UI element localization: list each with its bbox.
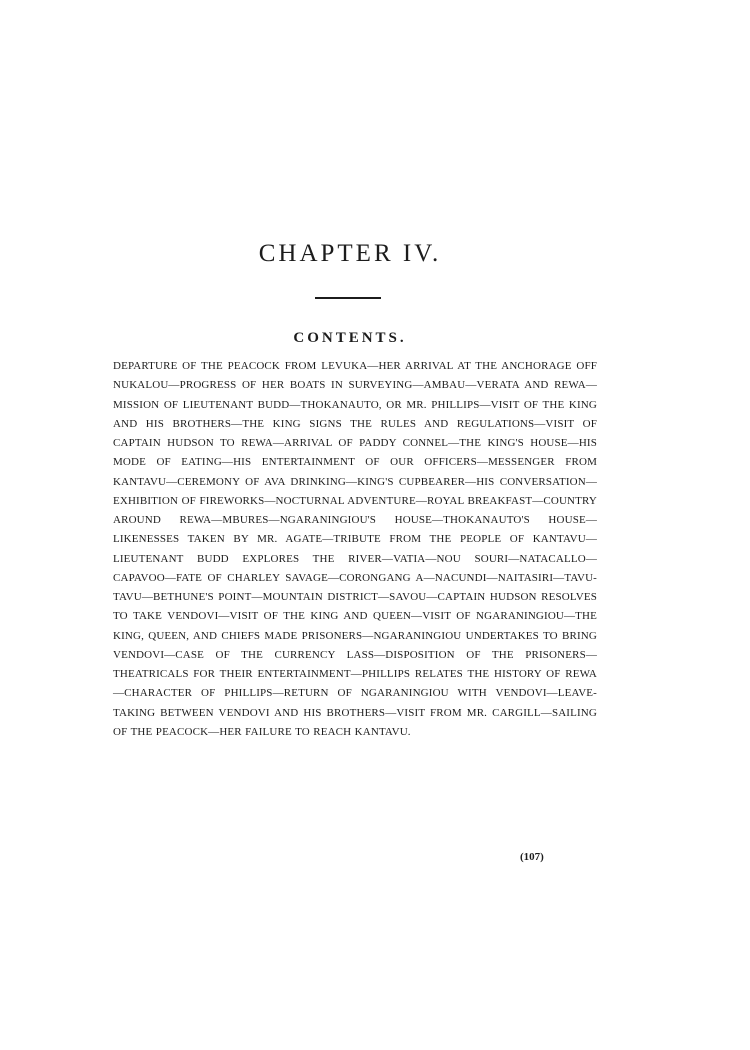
title-rule bbox=[315, 297, 381, 299]
page-number: (107) bbox=[520, 851, 544, 863]
chapter-title: CHAPTER IV. bbox=[258, 240, 442, 267]
contents-summary: DEPARTURE OF THE PEACOCK FROM LEVUKA—HER ARRIVAL AT THE ANCHORAGE OFF NUKALOU—PROGRESS OF HER BOATS IN SURVEYING—AMBAU—VERATA AND REWA—MISSION OF LIEUTENANT BUDD—THOKANAUTO, OR MR. PHILLIPS—VISIT OF THE KING AND HIS BROTHERS—THE KING SIGNS THE RULES AND REGULATIONS—VISIT OF CAPTAIN HUDSON TO REWA—ARRIVAL OF PADDY CONNEL—THE KING'S HOUSE—HIS MODE OF EATING—HIS ENTERTAINMENT OF OUR OFFICERS—MESSENGER FROM KANTAVU—CEREMONY OF AVA DRINKING—KING'S CUPBEARER—HIS CONVERSATION—EXHIBITION OF FIREWORKS—NOCTURNAL ADVENTURE—ROYAL BREAKFAST—COUNTRY AROUND REWA—MBURES—NGARANINGIOU'S HOUSE—THOKANAUTO'S HOUSE—LIKENESSES TAKEN BY MR. AGATE—TRIBUTE FROM THE PEOPLE OF KANTAVU—LIEUTENANT BUDD EXPLORES THE RIVER—VATIA—NOU SOURI—NATACALLO—CAPAVOO—FATE OF CHARLEY SAVAGE—CORONGANG A—NACUNDI—NAITASIRI—TAVU-TAVU—BETHUNE'S POINT—MOUNTAIN DISTRICT—SAVOU—CAPTAIN HUDSON RESOLVES TO TAKE VENDOVI—VISIT OF THE KING AND QUEEN—VISIT OF NGARANINGIOU—THE KING, QUEEN, AND CHIEFS MADE PRISONERS—NGARANINGIOU UNDERTAKES TO BRING VENDOVI—CASE OF THE CURRENCY LASS—DISPOSITION OF THE PRISONERS—THEATRICALS FOR THEIR ENTERTAINMENT—PHILLIPS RELATES THE HISTORY OF REWA—CHARACTER OF PHILLIPS—RETURN OF NGARANINGIOU WITH VENDOVI—LEAVE-TAKING BETWEEN VENDOVI AND HIS BROTHERS—VISIT FROM MR. CARGILL—SAILING OF THE PEACOCK—HER FAILURE TO REACH KANTAVU. bbox=[113, 360, 597, 738]
contents-heading: CONTENTS. bbox=[293, 330, 407, 346]
